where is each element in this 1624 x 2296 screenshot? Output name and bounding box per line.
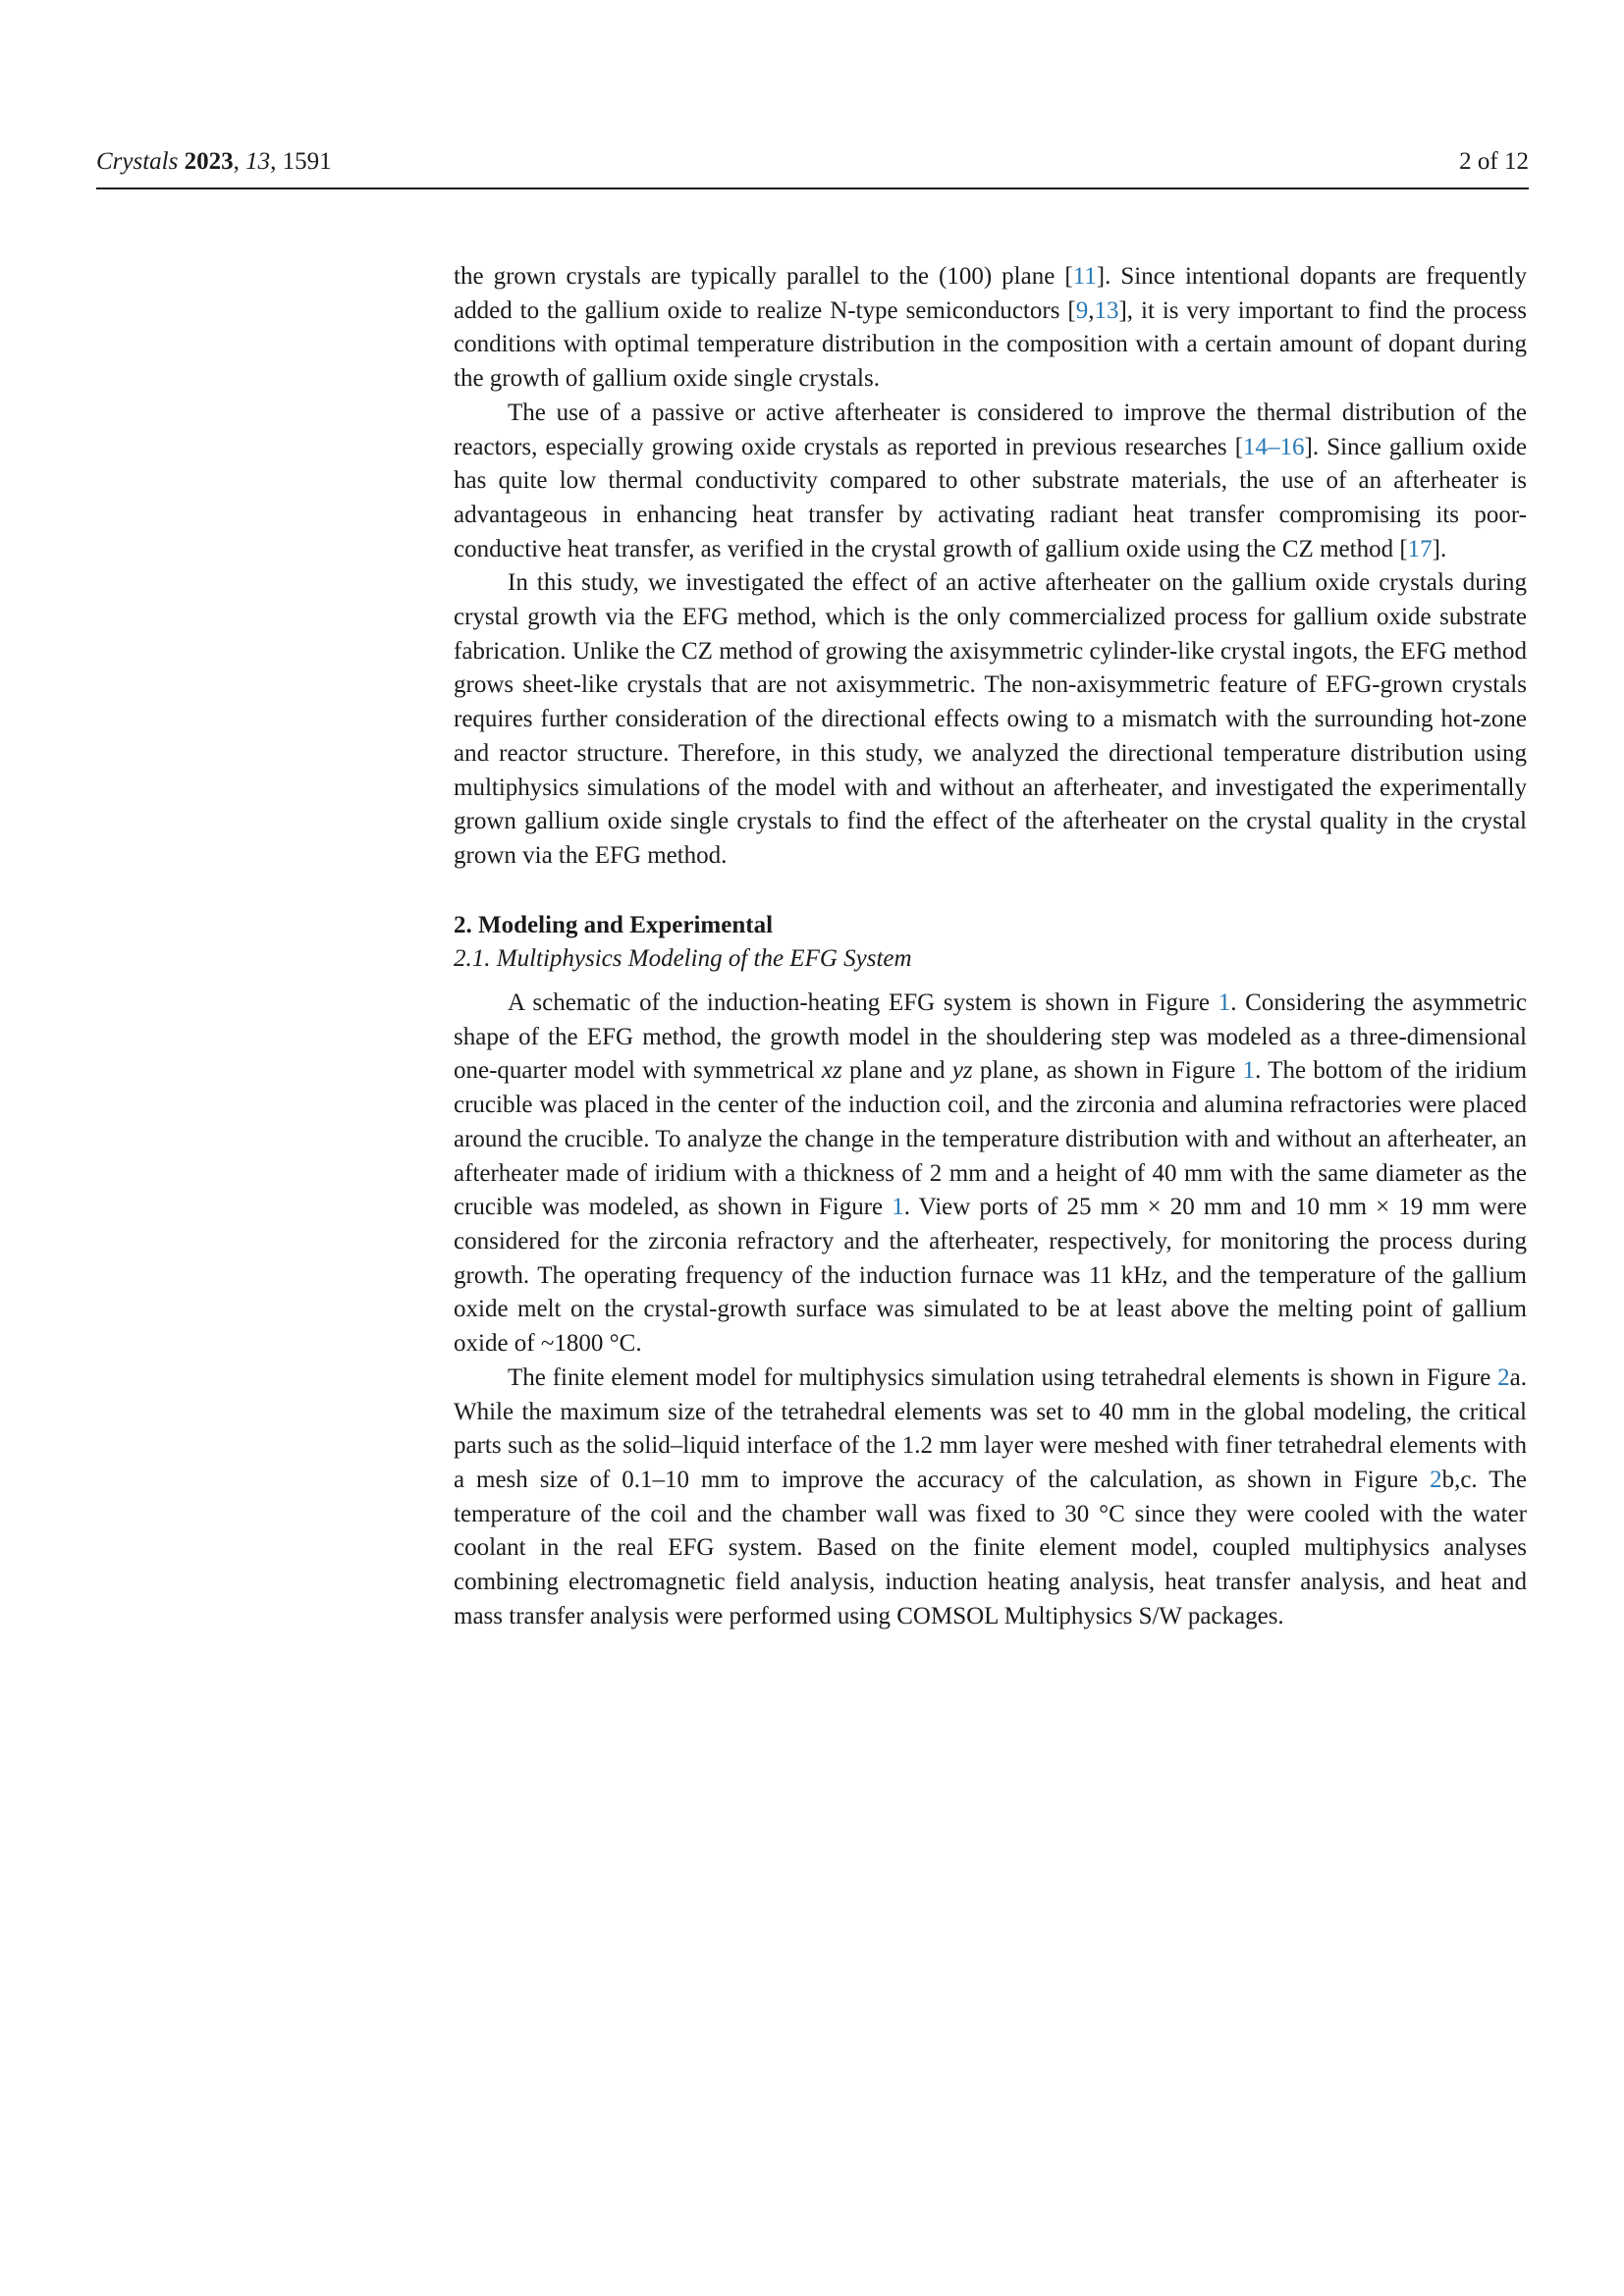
text-segment: ]. Since gallium oxide has quite low thermal conductivity compared to other substrate materials, the use of an afterheater is advantageous in enhancing heat transfer by activating radiant heat transfer compromising its poor-conductive heat transfer, as verified in the crystal growth of gallium oxide using the CZ method [	[454, 433, 1527, 562]
paragraph	[454, 1362, 1527, 1634]
subsection-heading: 2.1. Multiphysics Modeling of the EFG System	[454, 945, 912, 973]
text-segment: . The bottom of the iridium crucible was placed in the center of the induction coil, and the zirconia and alumina refractories were placed around the crucible. To analyze the change in the temperature distribution with and without an afterheater, an afterheater made of iridium with a thickness of 2 mm and a height of 40 mm with the same diameter as the crucible was modeled, as shown in Figure	[454, 1057, 1528, 1221]
journal-citation	[96, 147, 332, 177]
paragraph	[454, 987, 1527, 1362]
text-segment: . Considering the asymmetric shape of the EFG method, the growth model in the shouldering step was modeled as a three-dimensional one-quarter model with symmetrical	[454, 989, 1528, 1085]
text-segment: the grown crystals are typically parallel to the (100) plane [	[454, 263, 1073, 290]
paragraph	[454, 397, 1527, 567]
text-segment: A schematic of the induction-heating EFG system is shown in Figure	[508, 989, 1218, 1017]
text-segment: Crystals	[96, 148, 179, 175]
page-header	[96, 147, 1529, 177]
citation-reference-link[interactable]: 13	[1094, 296, 1119, 324]
figure-reference-link[interactable]: 1	[1242, 1057, 1256, 1085]
figure-reference-link[interactable]: 1	[1218, 989, 1231, 1017]
text-segment: xz	[821, 1057, 842, 1085]
paragraph	[454, 260, 1527, 397]
page-number: 2 of 12	[1459, 148, 1529, 175]
text-segment: plane and	[841, 1057, 952, 1085]
paragraph	[454, 566, 1527, 873]
figure-reference-link[interactable]: 1	[892, 1194, 904, 1221]
text-segment: ], it is very important to find the process conditions with optimal temperature distribution in the composition with a certain amount of dopant during the growth of gallium oxide single crystals.	[454, 296, 1527, 393]
text-segment: ,	[233, 148, 246, 175]
text-segment: The use of a passive or active afterheater is considered to improve the thermal distribution of the reactors, especially growing oxide crystals as reported in previous researches [	[454, 399, 1527, 460]
text-segment: ,	[1088, 296, 1095, 324]
figure-reference-link[interactable]: 2	[1430, 1466, 1442, 1493]
header-divider	[96, 187, 1529, 189]
text-segment: The finite element model for multiphysics simulation using tetrahedral elements is shown in Figure	[508, 1363, 1498, 1391]
text-segment: plane, as shown in Figure	[972, 1057, 1243, 1085]
citation-reference-link[interactable]: 17	[1407, 535, 1433, 562]
text-segment: yz	[951, 1057, 973, 1085]
article-body	[454, 260, 1527, 1633]
text-segment: 2023	[184, 148, 234, 175]
section-heading: 2. Modeling and Experimental	[454, 911, 774, 938]
text-segment: ]. Since intentional dopants are frequently added to the gallium oxide to realize N-type semiconductors [	[454, 263, 1527, 324]
text-segment: 13	[245, 148, 271, 175]
citation-reference-link[interactable]: 11	[1072, 263, 1097, 290]
citation-reference-link[interactable]: 9	[1075, 296, 1089, 324]
text-segment: b,c. The temperature of the coil and the chamber wall was fixed to 30 °C since they were cooled with the water coolant in the real EFG system. Based on the finite element model, coupled multiphysics analyses combining electromagnetic field analysis, induction heating analysis, heat transfer analysis, and heat and mass transfer analysis were performed using COMSOL Multiphysics S/W packages.	[454, 1466, 1527, 1629]
text-segment: In this study, we investigated the effect of an active afterheater on the gallium oxide crystals during crystal growth via the EFG method, which is the only commercialized process for gallium oxide substrate fabrication. Unlike the CZ method of growing the axisymmetric cylinder-like crystal ingots, the EFG method grows sheet-like crystals that are not axisymmetric. The non-axisymmetric feature of EFG-grown crystals requires further consideration of the directional effects owing to a mismatch with the surrounding hot-zone and reactor structure. Therefore, in this study, we analyzed the directional temperature distribution using multiphysics simulations of the model with and without an afterheater, and investigated the experimentally grown gallium oxide single crystals to find the effect of the afterheater on the crystal quality in the crystal grown via the EFG method.	[454, 569, 1527, 869]
text-segment: . View ports of 25 mm × 20 mm and 10 mm × 19 mm were considered for the zirconia refractory and the afterheater, respectively, for monitoring the process during growth. The operating frequency of the induction furnace was 11 kHz, and the temperature of the gallium oxide melt on the crystal-growth surface was simulated to be at least above the melting point of gallium oxide of ~1800 °C.	[454, 1194, 1527, 1358]
text-segment: , 1591	[270, 148, 332, 175]
text-segment: a. While the maximum size of the tetrahedral elements was set to 40 mm in the global modeling, the critical parts such as the solid–liquid interface of the 1.2 mm layer were meshed with finer tetrahedral elements with a mesh size of 0.1–10 mm to improve the accuracy of the calculation, as shown in Figure	[454, 1363, 1527, 1493]
citation-reference-link[interactable]: 14–16	[1243, 433, 1305, 460]
figure-reference-link[interactable]: 2	[1497, 1363, 1510, 1391]
text-segment: ].	[1432, 535, 1447, 562]
